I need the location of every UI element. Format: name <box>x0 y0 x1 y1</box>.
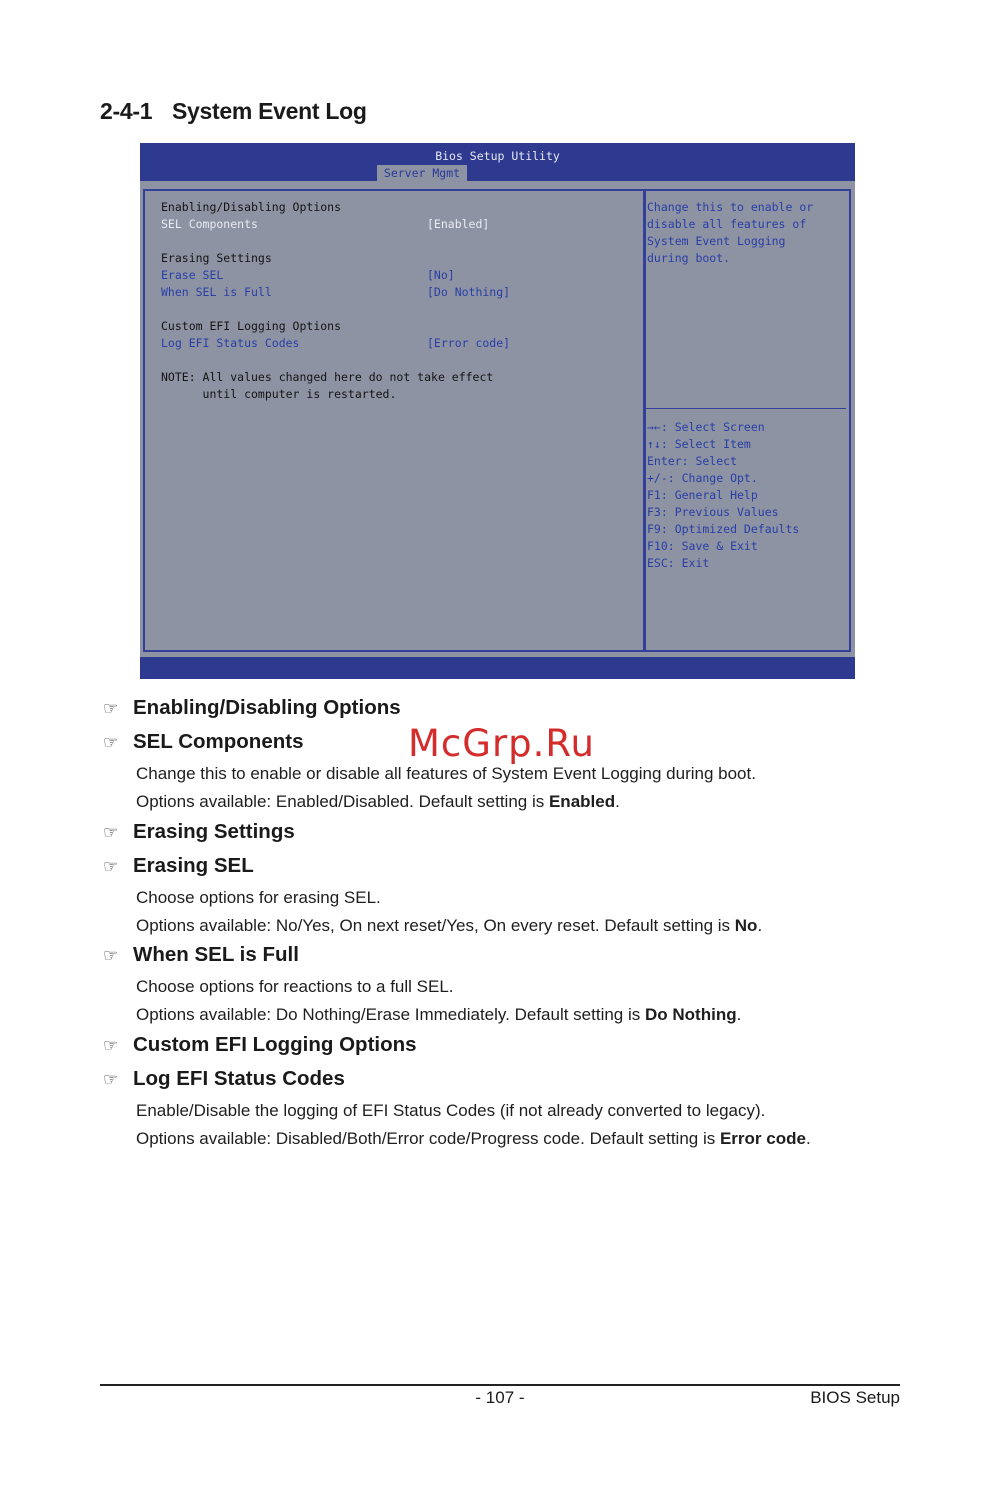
bios-sel-components-value[interactable]: [Enabled] <box>427 217 490 231</box>
footer-section-name: BIOS Setup <box>810 1388 900 1407</box>
option-available-text: Options available: Disabled/Both/Error code/Progress code. Default setting is <box>136 1129 720 1148</box>
pointing-hand-icon: ☞ <box>103 1036 119 1055</box>
option-heading <box>103 696 401 720</box>
watermark: McGrp.Ru <box>408 722 595 765</box>
period: . <box>736 1005 742 1024</box>
option-description: Choose options for reactions to a full SEL. <box>136 977 454 996</box>
option-default: Do Nothing <box>645 1005 737 1024</box>
period: . <box>757 916 763 935</box>
option-available <box>136 1129 811 1149</box>
option-heading-text: Custom EFI Logging Options <box>133 1033 417 1056</box>
bios-help-line: System Event Logging <box>647 234 786 248</box>
option-heading <box>103 1033 417 1057</box>
option-heading <box>103 730 303 754</box>
option-available <box>136 1005 741 1025</box>
option-heading-text: Enabling/Disabling Options <box>133 696 401 719</box>
option-heading-text: Log EFI Status Codes <box>133 1067 345 1090</box>
option-available-text: Options available: Enabled/Disabled. Default setting is <box>136 792 549 811</box>
bios-key-hint: ESC: Exit <box>647 556 710 570</box>
pointing-hand-icon: ☞ <box>103 1070 119 1089</box>
option-heading <box>103 820 295 844</box>
bios-key-hint: F3: Previous Values <box>647 505 779 519</box>
option-default: Error code <box>719 1129 806 1148</box>
bios-utility-title: Bios Setup Utility <box>435 149 560 163</box>
option-heading-text: When SEL is Full <box>133 943 299 966</box>
bios-screenshot <box>140 143 855 679</box>
option-description: Choose options for erasing SEL. <box>136 888 381 907</box>
option-description: Enable/Disable the logging of EFI Status Codes (if not already converted to legacy). <box>136 1101 766 1120</box>
option-available <box>136 916 762 936</box>
option-description: Change this to enable or disable all features of System Event Logging during boot. <box>136 764 756 783</box>
option-default: Enabled <box>548 792 616 811</box>
pointing-hand-icon: ☞ <box>103 946 119 965</box>
bios-log-efi-value[interactable]: [Error code] <box>427 336 511 350</box>
option-heading <box>103 943 299 967</box>
bios-erase-sel-item[interactable]: Erase SEL <box>161 268 224 282</box>
option-heading-text: Erasing SEL <box>133 854 254 877</box>
option-heading <box>103 854 254 878</box>
pointing-hand-icon: ☞ <box>103 857 119 876</box>
footer-rule <box>100 1384 900 1386</box>
bios-erasing-header: Erasing Settings <box>161 251 272 265</box>
pointing-hand-icon: ☞ <box>103 823 119 842</box>
option-heading <box>103 1067 345 1091</box>
bios-key-hint: ↑↓: Select Item <box>647 437 751 451</box>
bios-note-line1: NOTE: All values changed here do not take effect <box>161 370 494 384</box>
period: . <box>805 1129 811 1148</box>
period: . <box>615 792 620 811</box>
bios-key-hint: F9: Optimized Defaults <box>647 522 800 536</box>
bios-help-divider <box>646 408 846 409</box>
bios-help-line: during boot. <box>647 251 731 265</box>
bios-key-hint: +/-: Change Opt. <box>647 471 758 485</box>
bios-help-line: Change this to enable or <box>647 200 814 214</box>
bios-enabling-header: Enabling/Disabling Options <box>161 200 342 214</box>
option-available-text: Options available: No/Yes, On next reset/Yes, On every reset. Default setting is <box>136 916 735 935</box>
bios-when-full-item[interactable]: When SEL is Full <box>161 285 272 299</box>
section-title <box>100 98 367 125</box>
section-number: 2-4-1 <box>100 98 153 124</box>
bios-when-full-value[interactable]: [Do Nothing] <box>427 285 511 299</box>
bios-key-hint: F10: Save & Exit <box>647 539 758 553</box>
bios-sel-components-item[interactable]: SEL Components <box>161 217 258 231</box>
tab-server-mgmt[interactable]: Server Mgmt <box>377 165 467 181</box>
bios-key-hint: F1: General Help <box>647 488 758 502</box>
section-title-text: System Event Log <box>172 98 367 124</box>
option-available-text: Options available: Do Nothing/Erase Immediately. Default setting is <box>136 1005 645 1024</box>
bios-log-efi-item[interactable]: Log EFI Status Codes <box>161 336 300 350</box>
bios-custom-efi-header: Custom EFI Logging Options <box>161 319 342 333</box>
bios-help-line: disable all features of <box>647 217 807 231</box>
option-available <box>136 792 620 812</box>
pointing-hand-icon: ☞ <box>103 733 119 752</box>
option-heading-text: SEL Components <box>133 730 304 753</box>
bios-key-hint: →←: Select Screen <box>647 420 765 434</box>
pointing-hand-icon: ☞ <box>103 699 119 718</box>
bios-note-line2: until computer is restarted. <box>161 387 397 401</box>
bios-erase-sel-value[interactable]: [No] <box>427 268 455 282</box>
option-heading-text: Erasing Settings <box>133 820 295 843</box>
page-number: - 107 - <box>475 1388 525 1407</box>
option-default: No <box>734 916 758 935</box>
bios-status-bar <box>140 657 855 679</box>
bios-key-hint: Enter: Select <box>647 454 738 468</box>
